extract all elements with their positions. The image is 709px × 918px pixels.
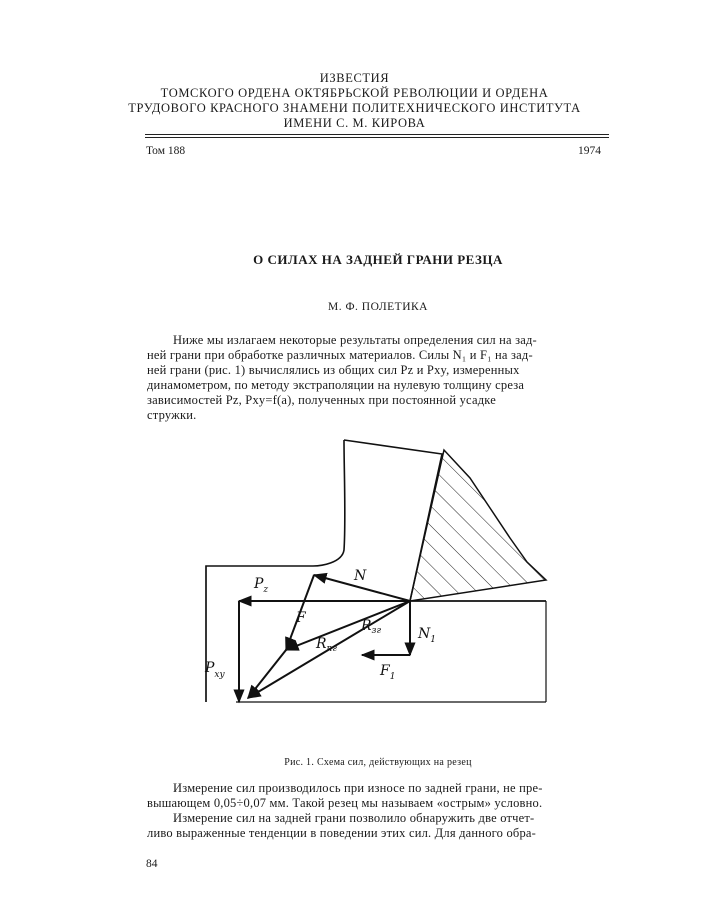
volume-label: Том 188: [146, 145, 186, 157]
text-line: динамометром, по методу экстраполяции на нулевую толщину среза: [147, 378, 525, 392]
journal-name-line-4: ИМЕНИ С. М. КИРОВА: [283, 116, 426, 130]
header-rule-bottom: [145, 137, 609, 138]
text-line: зависимостей Pz, Pxy=f(a), полученных при постоянной усадке: [147, 393, 496, 407]
text-line: Измерение сил производилось при износе по задней грани, не пре-: [173, 781, 543, 795]
chip-hatched-region: [410, 450, 546, 601]
pz-label: $P_z$: [254, 576, 269, 595]
intro-paragraph: [147, 333, 609, 423]
year-label: 1974: [578, 145, 601, 157]
text-line: Ниже мы излагаем некоторые результаты определения сил на зад-: [173, 333, 537, 347]
force-diagram: [196, 430, 556, 720]
journal-name: ИЗВЕСТИЯ: [319, 71, 390, 85]
text-line: ней грани при обработке различных материалов. Силы N₁ и F₁ на зад-: [147, 348, 533, 362]
journal-name-line-3: ТРУДОВОГО КРАСНОГО ЗНАМЕНИ ПОЛИТЕХНИЧЕСКОГО ИНСТИТУТА: [128, 101, 581, 115]
text-line: ливо выраженные тенденции в поведении этих сил. Для данного обра-: [147, 826, 537, 840]
text-line: вышающем 0,05÷0,07 мм. Такой резец мы называем «острым» условно.: [147, 796, 543, 810]
rpg-label: $R_{пг}$: [316, 636, 337, 654]
pxy-label: $P_{xy}$: [205, 660, 225, 680]
rzg-label: $R_{зг}$: [361, 618, 382, 636]
page-number: 84: [146, 858, 158, 870]
f-label: F: [296, 610, 306, 626]
text-line: стружки.: [147, 408, 197, 422]
text-line: ней грани (рис. 1) вычислялись из общих сил Pz и Pxy, измеренных: [147, 363, 520, 377]
header-rule-top: [145, 134, 609, 135]
article-title: О СИЛАХ НА ЗАДНЕЙ ГРАНИ РЕЗЦА: [253, 252, 503, 267]
n1-label: $N_1$: [418, 626, 436, 645]
text-line: Измерение сил на задней грани позволило обнаружить две отчет-: [173, 811, 535, 825]
article-author: М. Ф. ПОЛЕТИКА: [328, 301, 428, 313]
n-label: N: [354, 568, 367, 584]
rpg-segment-vector: [248, 650, 286, 698]
figure-caption: Рис. 1. Схема сил, действующих на резец: [284, 757, 472, 768]
journal-name-line-2: ТОМСКОГО ОРДЕНА ОКТЯБРЬСКОЙ РЕВОЛЮЦИИ И ОРДЕНА: [160, 86, 549, 100]
body-paragraph: [147, 781, 609, 841]
f1-label: $F_1$: [380, 663, 396, 682]
